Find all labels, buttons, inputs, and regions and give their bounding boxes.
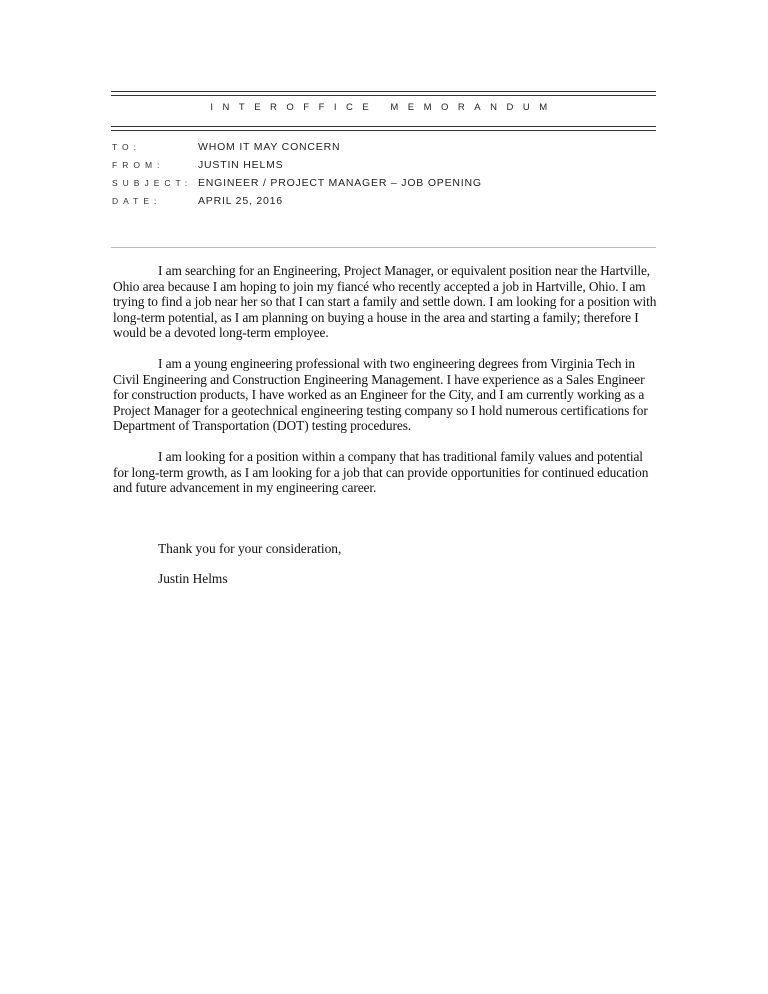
memo-title: INTEROFFICE MEMORANDUM <box>210 102 557 113</box>
body-divider <box>111 247 656 248</box>
body-paragraph: I am looking for a position within a company that has traditional family values and potential for long-term growth, as I am looking for a job that can provide opportunities for continued education and future advancement in my engineering career. <box>113 449 649 495</box>
closing-thanks: Thank you for your consideration, <box>158 541 342 556</box>
date-label: DATE: <box>112 196 162 206</box>
header-top-rule <box>111 91 656 96</box>
from-value: JUSTIN HELMS <box>198 159 284 171</box>
body-paragraph: I am searching for an Engineering, Project Manager, or equivalent position near the Hartville, Ohio area because I am hoping to join my fiancé who recently accepted a job in Hartville, Ohio. I am trying to find a job near her so that I can start a family and settle down. I am looking for a position with long-term potential, as I am planning on buying a house in the area and starting a family; therefore I would be a devoted long-term employee. <box>113 263 657 340</box>
subject-label: SUBJECT: <box>112 178 193 188</box>
subject-value: ENGINEER / PROJECT MANAGER – JOB OPENING <box>198 177 482 189</box>
body-paragraph: I am a young engineering professional with two engineering degrees from Virginia Tech in Civil Engineering and Construction Engineering Management. I have experience as a Sales Engineer for construction products, I have worked as an Engineer for the City, and I am currently working as a Project Manager for a geotechnical engineering testing company so I hold numerous certifications for Department of Transportation (DOT) testing procedures. <box>113 356 648 433</box>
to-label: TO: <box>112 142 142 152</box>
memo-body <box>113 263 658 511</box>
date-value: APRIL 25, 2016 <box>198 195 283 207</box>
to-value: WHOM IT MAY CONCERN <box>198 141 341 153</box>
header-bottom-rule <box>111 126 656 131</box>
from-label: FROM: <box>112 160 165 170</box>
signature-name: Justin Helms <box>158 571 228 586</box>
